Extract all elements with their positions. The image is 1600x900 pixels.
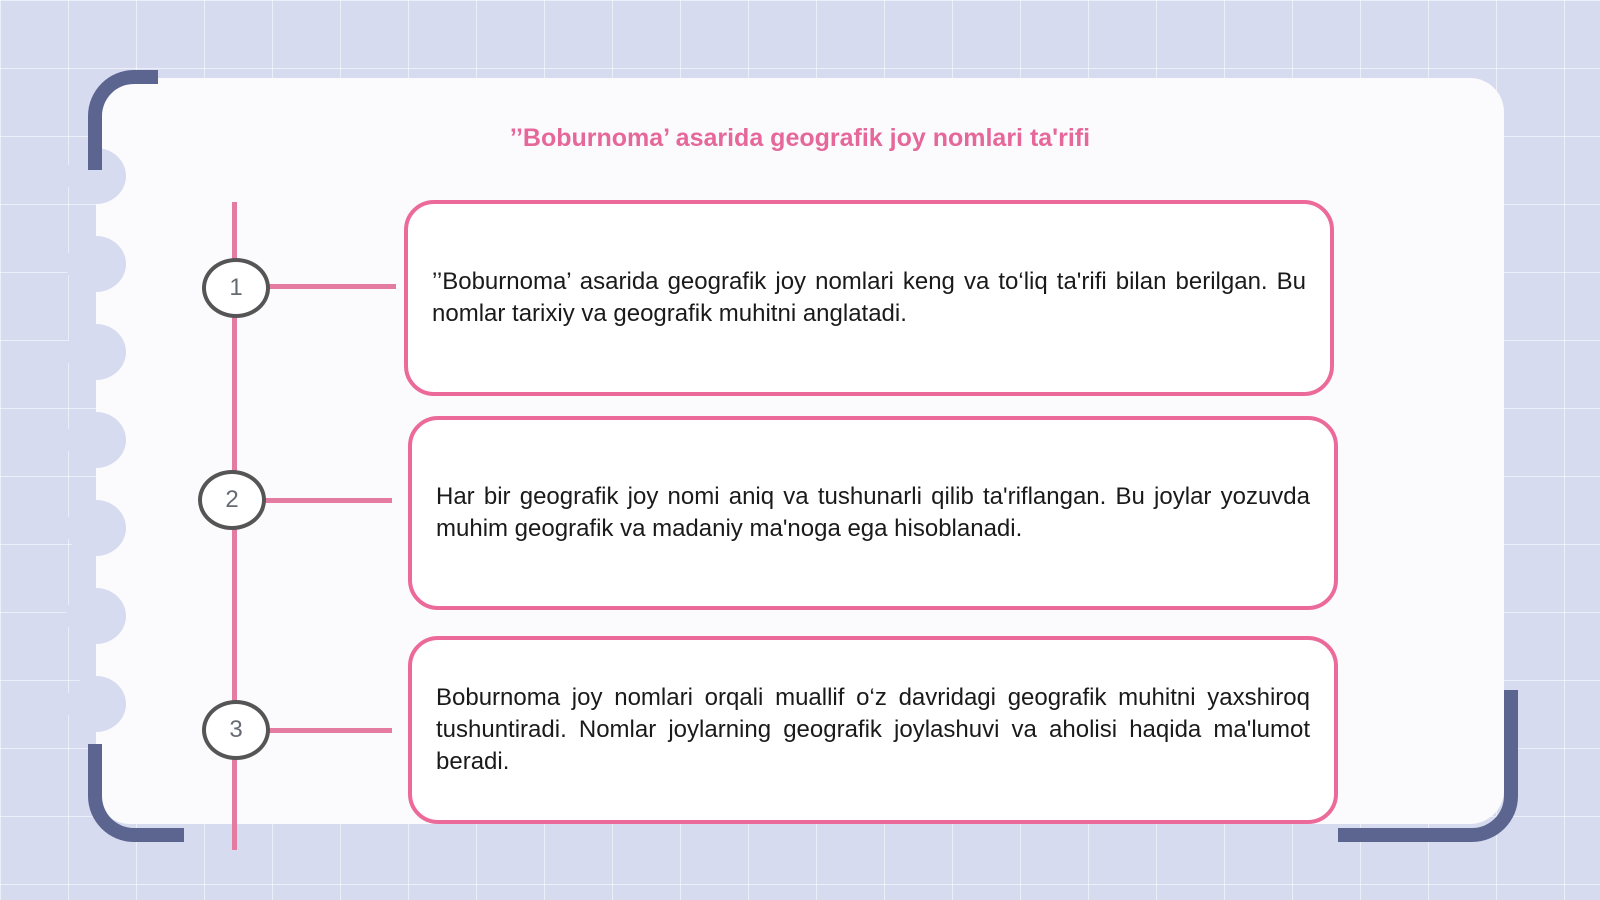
timeline-connector (262, 284, 396, 289)
notebook-scallop (66, 676, 126, 732)
timeline-connector (258, 498, 392, 503)
notebook-scallop (66, 500, 126, 556)
step-text: Boburnoma joy nomlari orqali muallif o‘z davridagi geografik muhitni yaxshiroq tushuntiradi. Nomlar joylarning geografik joylashuvi va aholisi haqida ma'lumot beradi. (436, 684, 1310, 775)
step-text: Har bir geografik joy nomi aniq va tushunarli qilib ta'riflangan. Bu joylar yozuvda muhim geografik va madaniy ma'noga ega hisoblanadi. (436, 483, 1310, 542)
notebook-scallop (66, 324, 126, 380)
step-card (404, 200, 1334, 396)
step-number-badge: 2 (198, 470, 266, 530)
corner-bracket-top-left (88, 70, 158, 170)
step-card (408, 636, 1338, 824)
notebook-scallop (66, 588, 126, 644)
corner-bracket-bottom-left (88, 744, 184, 842)
step-text: ’’Boburnoma’ asarida geografik joy nomlari keng va to‘liq ta'rifi bilan berilgan. Bu nomlar tarixiy va geografik muhitni anglatadi. (432, 268, 1306, 327)
step-number-badge: 1 (202, 258, 270, 318)
step-card (408, 416, 1338, 610)
notebook-scallop (66, 412, 126, 468)
timeline-connector (262, 728, 392, 733)
notebook-scallop (66, 236, 126, 292)
corner-bracket-bottom-right (1338, 690, 1518, 842)
step-number-badge: 3 (202, 700, 270, 760)
slide-title: ’’Boburnoma’ asarida geografik joy nomlari ta'rifi (509, 124, 1091, 152)
